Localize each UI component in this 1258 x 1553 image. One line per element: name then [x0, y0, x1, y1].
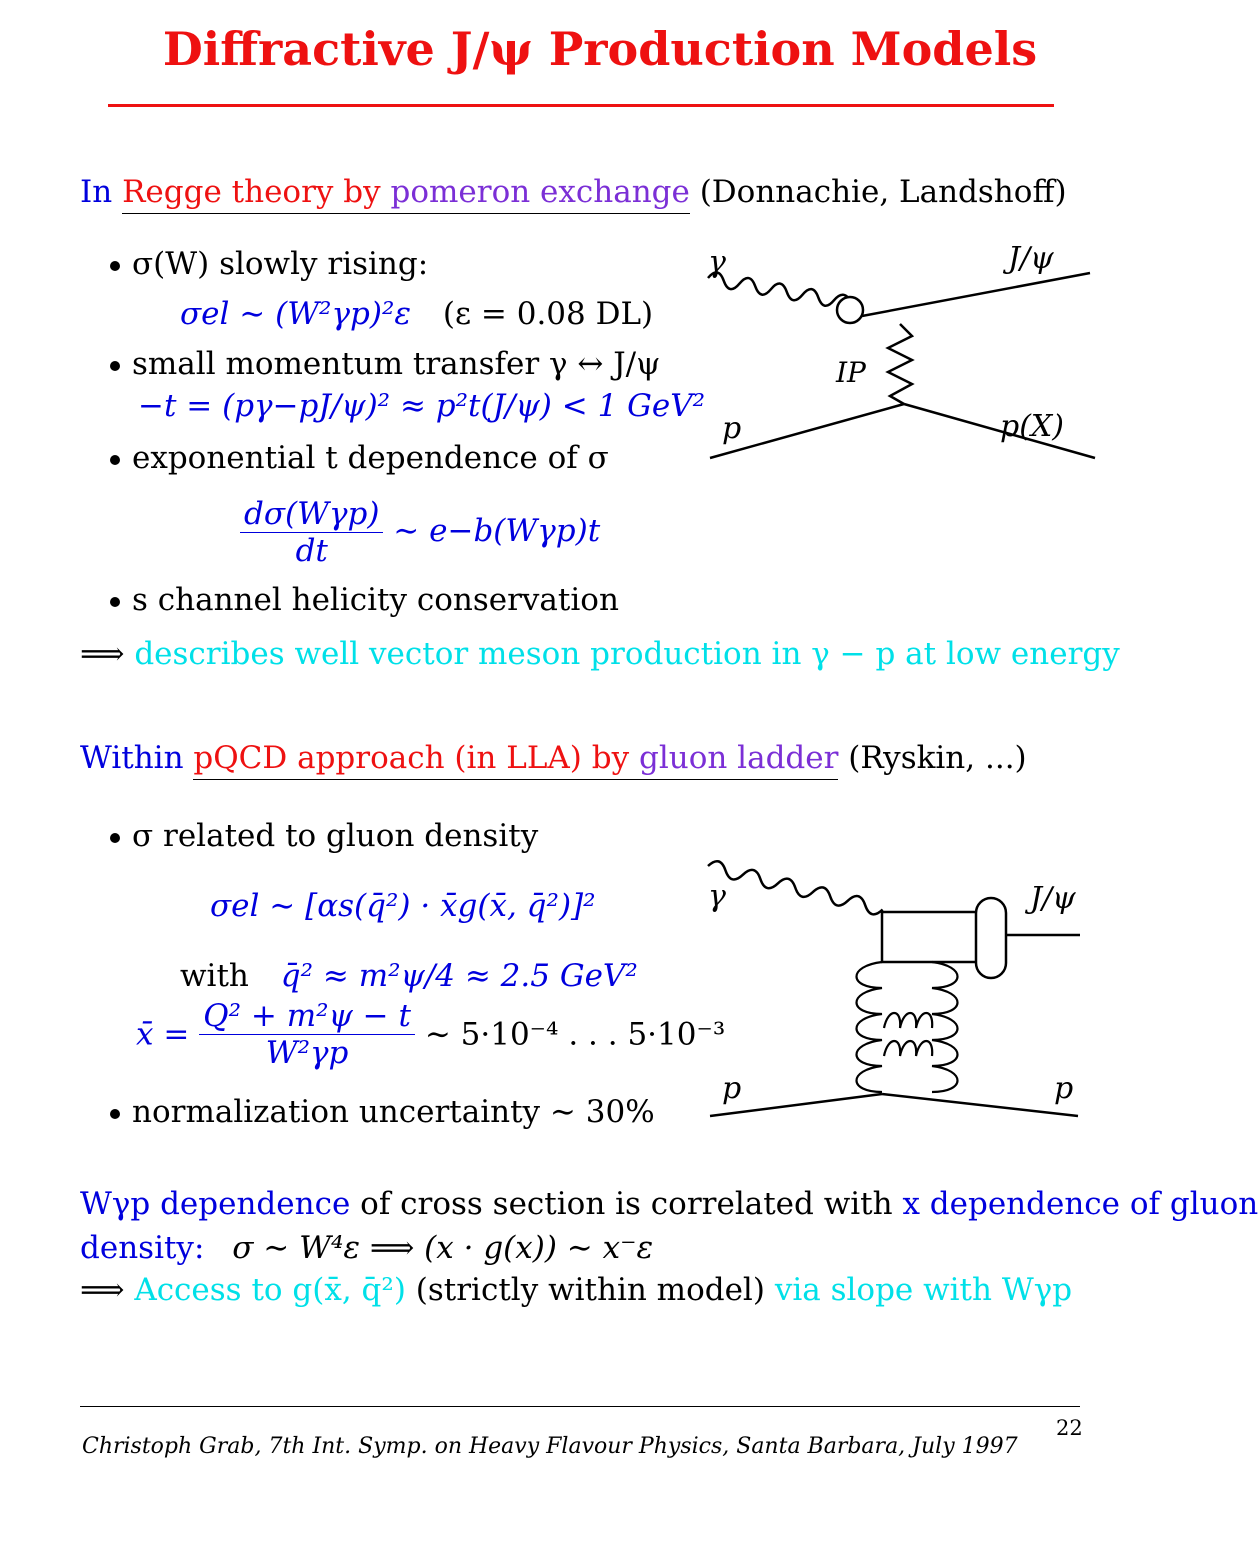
- footer-text: Christoph Grab, 7th Int. Symp. on Heavy Flavour Physics, Santa Barbara, July 1997: [82, 1434, 1018, 1459]
- section3-line1: Wγp dependence of cross section is correlated with x dependence of gluon: [80, 1186, 1258, 1222]
- label-p-in: p: [722, 1071, 742, 1106]
- section1-formula2: −t = (pγ−pJ/ψ)² ≈ p²t(J/ψ) < 1 GeV²: [138, 388, 706, 424]
- bullet-dot: [110, 597, 120, 607]
- section2-formula1: σel ∼ [αs(q̄²) · x̄g(x̄, q̄²)]²: [210, 888, 596, 924]
- page-title: Diffractive J/ψ Production Models: [162, 22, 1038, 76]
- section1-intro-pomeron: pomeron exchange: [390, 174, 690, 210]
- section2-intro-refs: (Ryskin, ...): [848, 740, 1027, 776]
- title-underline: [108, 104, 1054, 107]
- section2-formula3: x̄ = $\frac{\text{Q² + m²ψ − t}}{\text{W²γp}}$ ∼ 5·10⁻⁴ . . . 5·10⁻³: [136, 998, 726, 1071]
- proton-out-line: [882, 1094, 1078, 1116]
- section1-bullet2: small momentum transfer γ ↔ J/ψ: [110, 346, 660, 382]
- section2-bullet2: normalization uncertainty ∼ 30%: [110, 1094, 655, 1130]
- pomeron-exchange-diagram: [700, 236, 1110, 472]
- bullet-dot: [110, 1109, 120, 1119]
- section2-intro: [80, 740, 1027, 776]
- section1-bullet1: σ(W) slowly rising:: [110, 246, 428, 282]
- section1-intro: [80, 174, 1067, 210]
- section2-intro-gluon: gluon ladder: [638, 740, 839, 776]
- bullet-dot: [110, 833, 120, 843]
- section3-line2: density: σ ∼ W⁴ε ⟹ (x · g(x)) ∼ x⁻ε: [80, 1230, 654, 1266]
- photon-line: [707, 271, 853, 310]
- page-number: 22: [1056, 1416, 1083, 1440]
- section1-intro-refs: (Donnachie, Landshoff): [699, 174, 1067, 210]
- section1-formula1: σel ∼ (W²γp)²ε (ε = 0.08 DL): [180, 296, 654, 332]
- section1-conclusion: ⟹ describes well vector meson production in γ − p at low energy: [80, 636, 1120, 672]
- section3-line3: ⟹ Access to g(x̄, q̄²) (strictly within model) via slope with Wγp: [80, 1272, 1073, 1308]
- label-gamma: γ: [708, 879, 726, 914]
- section2-intro-pqcd: pQCD approach (in LLA) by: [193, 740, 630, 776]
- bullet-dot: [110, 261, 120, 271]
- gluon-left: [857, 962, 883, 1092]
- gluon-ladder-diagram: [700, 856, 1100, 1126]
- photon-line: [706, 859, 884, 916]
- gluon-right: [932, 962, 958, 1092]
- quark-box: [882, 912, 978, 962]
- gluon-rungs: [884, 1013, 932, 1056]
- section1-formula3: $\frac{\text{dσ(Wγp)}}{dt}$ ∼ e−b(Wγp)t: [240, 496, 600, 569]
- jpsi-blob: [976, 898, 1006, 978]
- section1-intro-regge: Regge theory by: [122, 174, 381, 210]
- label-jpsi: J/ψ: [1030, 881, 1076, 916]
- section2-intro-a: Within: [80, 740, 184, 776]
- label-p-out: p: [1054, 1071, 1074, 1106]
- label-gamma: γ: [708, 245, 726, 280]
- section2-bullet1: σ related to gluon density: [110, 818, 538, 854]
- footer-rule: [80, 1406, 1080, 1407]
- label-p-in: p: [722, 411, 742, 446]
- bullet-dot: [110, 455, 120, 465]
- label-pomeron: IP: [836, 356, 866, 389]
- label-jpsi: J/ψ: [1008, 241, 1054, 276]
- label-p-out: p(X): [1000, 409, 1064, 444]
- bullet-dot: [110, 361, 120, 371]
- section1-intro-a: In: [80, 174, 113, 210]
- section1-bullet3: exponential t dependence of σ: [110, 440, 609, 476]
- section1-bullet4: s channel helicity conservation: [110, 582, 619, 618]
- section2-formula2: with q̄² ≈ m²ψ/4 ≈ 2.5 GeV²: [180, 958, 638, 994]
- jpsi-line: [862, 273, 1090, 316]
- pomeron-zigzag: [888, 324, 912, 404]
- vertex-circle: [837, 297, 863, 323]
